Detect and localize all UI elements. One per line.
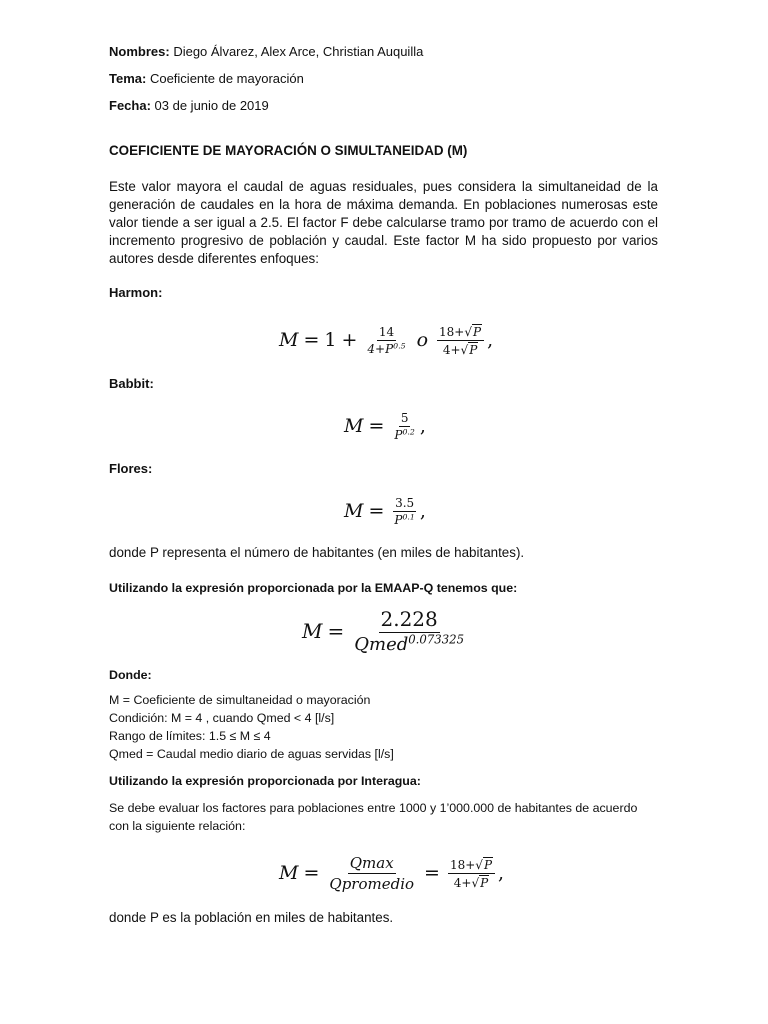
date-value: 03 de junio de 2019 bbox=[154, 98, 269, 113]
interagua-den2-var: P bbox=[480, 875, 489, 890]
harmon-fraction-2: 18+ √ P 4+ √ P bbox=[437, 324, 484, 357]
section-title: COEFICIENTE DE MAYORACIÓN O SIMULTANEIDAD (M) bbox=[109, 143, 468, 158]
donde-line-3: Rango de límites: 1.5 ≤ M ≤ 4 bbox=[109, 729, 271, 743]
emaap-den-exp: 0.073325 bbox=[408, 632, 465, 647]
flores-label: Flores: bbox=[109, 461, 153, 476]
harmon-or: o bbox=[416, 329, 429, 351]
emaap-formula: M = 2.228 Qmed$^{0.073325}$ bbox=[302, 607, 465, 655]
emaap-den-base: Qmed bbox=[354, 634, 409, 655]
topic-value: Coeficiente de mayoración bbox=[149, 71, 304, 86]
emaap-fraction bbox=[352, 607, 466, 655]
babbit-label: Babbit: bbox=[109, 376, 154, 391]
harmon-den2-var: P bbox=[469, 342, 478, 357]
interagua-intro: Utilizando la expresión proporcionada por Interagua: bbox=[109, 774, 421, 788]
interagua-text-line-2: con la siguiente relación: bbox=[109, 819, 246, 833]
p-note: donde P representa el número de habitantes (en miles de habitantes). bbox=[109, 545, 525, 560]
harmon-formula: M = 1 + $\frac{14}{4+P^{0.5}}$ o 18+ √ P 4+ √ P , bbox=[279, 324, 494, 357]
babbit-num: 5 bbox=[400, 410, 409, 425]
interagua-den1: Qpromedio bbox=[329, 874, 415, 893]
harmon-lhs: M bbox=[279, 329, 299, 351]
emaap-num: 2.228 bbox=[380, 607, 438, 631]
names-line bbox=[109, 44, 423, 60]
babbit-den-exp: 0.2 bbox=[402, 427, 415, 437]
harmon-num2-var: P bbox=[473, 324, 482, 339]
donde-line-2: Condición: M = 4 , cuando Qmed < 4 [l/s] bbox=[109, 711, 335, 725]
topic-label: Tema: bbox=[109, 71, 147, 86]
topic-line bbox=[109, 71, 304, 87]
flores-den-exp: 0.1 bbox=[402, 512, 415, 522]
interagua-den2-prefix: 4+ bbox=[453, 875, 472, 890]
harmon-fraction-1 bbox=[365, 325, 407, 356]
donde-line-4: Qmed = Caudal medio diario de aguas servidas [l/s] bbox=[109, 747, 394, 761]
interagua-fraction-1 bbox=[327, 854, 416, 893]
interagua-num1: Qmax bbox=[349, 853, 394, 872]
interagua-formula: M = Qmax Qpromedio = 18+ √ P 4+ √ P , bbox=[279, 853, 505, 893]
interagua-fraction-2: 18+ √ P 4+ √ P bbox=[448, 857, 495, 890]
names-value: Diego Álvarez, Alex Arce, Christian Auquilla bbox=[173, 44, 424, 59]
babbit-den-base: P bbox=[394, 427, 403, 442]
names-label: Nombres: bbox=[109, 44, 170, 59]
final-note: donde P es la población en miles de habitantes. bbox=[109, 910, 394, 925]
flores-fraction bbox=[392, 496, 416, 527]
harmon-den2-prefix: 4+ bbox=[442, 342, 461, 357]
harmon-one: 1 bbox=[324, 329, 337, 351]
emaap-lhs: M bbox=[302, 619, 323, 643]
harmon-den1-base: 4+P bbox=[367, 341, 394, 356]
date-label: Fecha: bbox=[109, 98, 151, 113]
babbit-formula: M = $\frac{5}{P^{0.2}}$ , bbox=[344, 410, 426, 442]
interagua-num2-prefix: 18+ bbox=[449, 857, 476, 872]
flores-num: 3.5 bbox=[395, 495, 415, 510]
interagua-num2-var: P bbox=[483, 857, 493, 872]
harmon-num2-prefix: 18+ bbox=[439, 324, 465, 339]
flores-lhs: M bbox=[344, 500, 364, 522]
babbit-fraction bbox=[392, 411, 416, 442]
babbit-lhs: M bbox=[344, 415, 364, 437]
harmon-num1: 14 bbox=[378, 324, 395, 339]
harmon-label: Harmon: bbox=[109, 285, 163, 300]
interagua-lhs: M bbox=[279, 862, 299, 884]
flores-den-base: P bbox=[394, 512, 403, 527]
donde-label: Donde: bbox=[109, 668, 152, 682]
flores-formula: M = $\frac{3.5}{P^{0.1}}$ , bbox=[344, 495, 426, 527]
donde-line-1: M = Coeficiente de simultaneidad o mayoración bbox=[109, 693, 371, 707]
date-line bbox=[109, 98, 269, 114]
interagua-text-line-1: Se debe evaluar los factores para poblaciones entre 1000 y 1’000.000 de habitantes de acuerdo bbox=[109, 801, 638, 815]
emaap-intro: Utilizando la expresión proporcionada por la EMAAP-Q tenemos que: bbox=[109, 581, 518, 595]
harmon-den1-exp: 0.5 bbox=[393, 341, 406, 351]
intro-paragraph: Este valor mayora el caudal de aguas residuales, pues considera la simultaneidad de la generación de caudales en la hora de máxima demanda. En poblaciones numerosas este valor tiende a ser igual a 2.5. El factor F debe calcularse tramo por tramo de acuerdo con el incremento progresivo de población y caudal. Este factor M ha sido propuesto por varios autores desde diferentes enfoques: bbox=[109, 179, 658, 266]
